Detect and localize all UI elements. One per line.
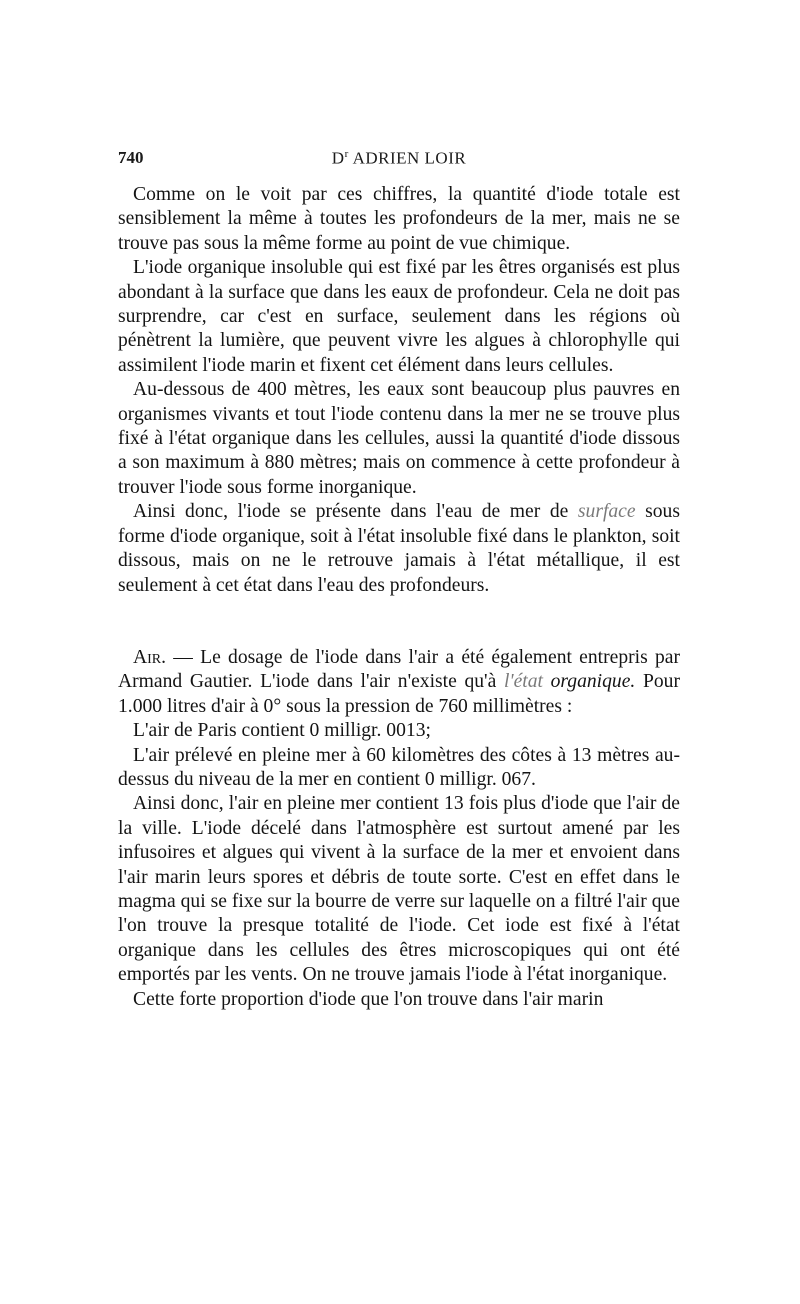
paragraph-5-part-2: Pour 1.000 litres d'air à 0° sous la pression de 760 millimètres :: [118, 671, 680, 717]
page-number: 740: [118, 148, 144, 167]
author-name: ADRIEN LOIR: [352, 148, 467, 168]
author-prefix: D: [331, 148, 345, 168]
body-text: [118, 183, 680, 1012]
paragraph-3: Au-dessous de 400 mètres, les eaux sont beaucoup plus pauvres en organismes vivants et tout l'iode contenu dans la mer ne se trouve plus fixé à l'état organique dans les cellules, aussi la quantité d'iode dissous a son maximum à 880 mètres; mais on commence à cette profondeur à trouver l'iode sous forme inorganique.: [118, 379, 680, 498]
paragraph-1: Comme on le voit par ces chiffres, la quantité d'iode totale est sensiblement la même à toutes les profondeurs de la mer, mais ne se trouve pas sous la même forme au point de vue chimique.: [118, 184, 680, 254]
running-head: [118, 148, 680, 169]
paragraph-4-part-1: Ainsi donc, l'iode se présente dans l'eau de mer de: [133, 501, 578, 523]
page-header: [118, 148, 680, 172]
paragraph-6: L'air de Paris contient 0 milligr. 0013;: [133, 720, 431, 742]
section-heading-air: Air.: [133, 646, 167, 668]
paragraph-7: L'air prélevé en pleine mer à 60 kilomètres des côtes à 13 mètres au-dessus du niveau de la mer en contient 0 milligr. 067.: [118, 744, 680, 790]
paragraph-5-part-1: — Le dosage de l'iode dans l'air a été également entrepris par Armand Gautier. L'iode dans l'air n'existe qu'à: [118, 646, 680, 693]
paragraph-4: [118, 500, 680, 598]
paragraph-8: Ainsi donc, l'air en pleine mer contient 13 fois plus d'iode que l'air de la ville. L'iode décelé dans l'atmosphère est surtout amené par les infusoires et algues qui vivent à la surface de la mer et envoient dans l'air marin leurs spores et débris de toute sorte. C'est en effet dans le magma qui se fixe sur la bourre de verre sur laquelle on a filtré l'air que l'on trouve la presque totalité de l'iode. Cet iode est fixé à l'état organique dans les cellules des êtres microscopiques qui ont été emportés par les vents. On ne trouve jamais l'iode à l'état inorganique.: [118, 793, 680, 986]
paragraph-5: [118, 646, 680, 719]
paragraph-5-italic-dim: l'état: [503, 671, 543, 693]
paragraph-2: L'iode organique insoluble qui est fixé par les êtres organisés est plus abondant à la surface que dans les eaux de profondeur. Cela ne doit pas surprendre, car c'est en surface, seulement dans les régions où pénètrent la lumière, que peuvent vivre les algues à chlorophylle qui assimilent l'iode marin et fixent cet élément dans leurs cellules.: [118, 257, 680, 376]
author-prefix-sup: r: [344, 148, 349, 160]
paragraph-9: Cette forte proportion d'iode que l'on trouve dans l'air marin: [133, 988, 604, 1010]
paragraph-5-italic: organique.: [542, 671, 636, 693]
section-gap: [118, 598, 680, 646]
paragraph-4-italic: surface: [577, 501, 636, 523]
paragraph-4-part-2: sous forme d'iode organique, soit à l'état insoluble fixé dans le plankton, soit dissous, mais on ne le retrouve jamais à l'état métallique, il est seulement à cet état dans l'eau des profondeurs.: [118, 501, 680, 596]
